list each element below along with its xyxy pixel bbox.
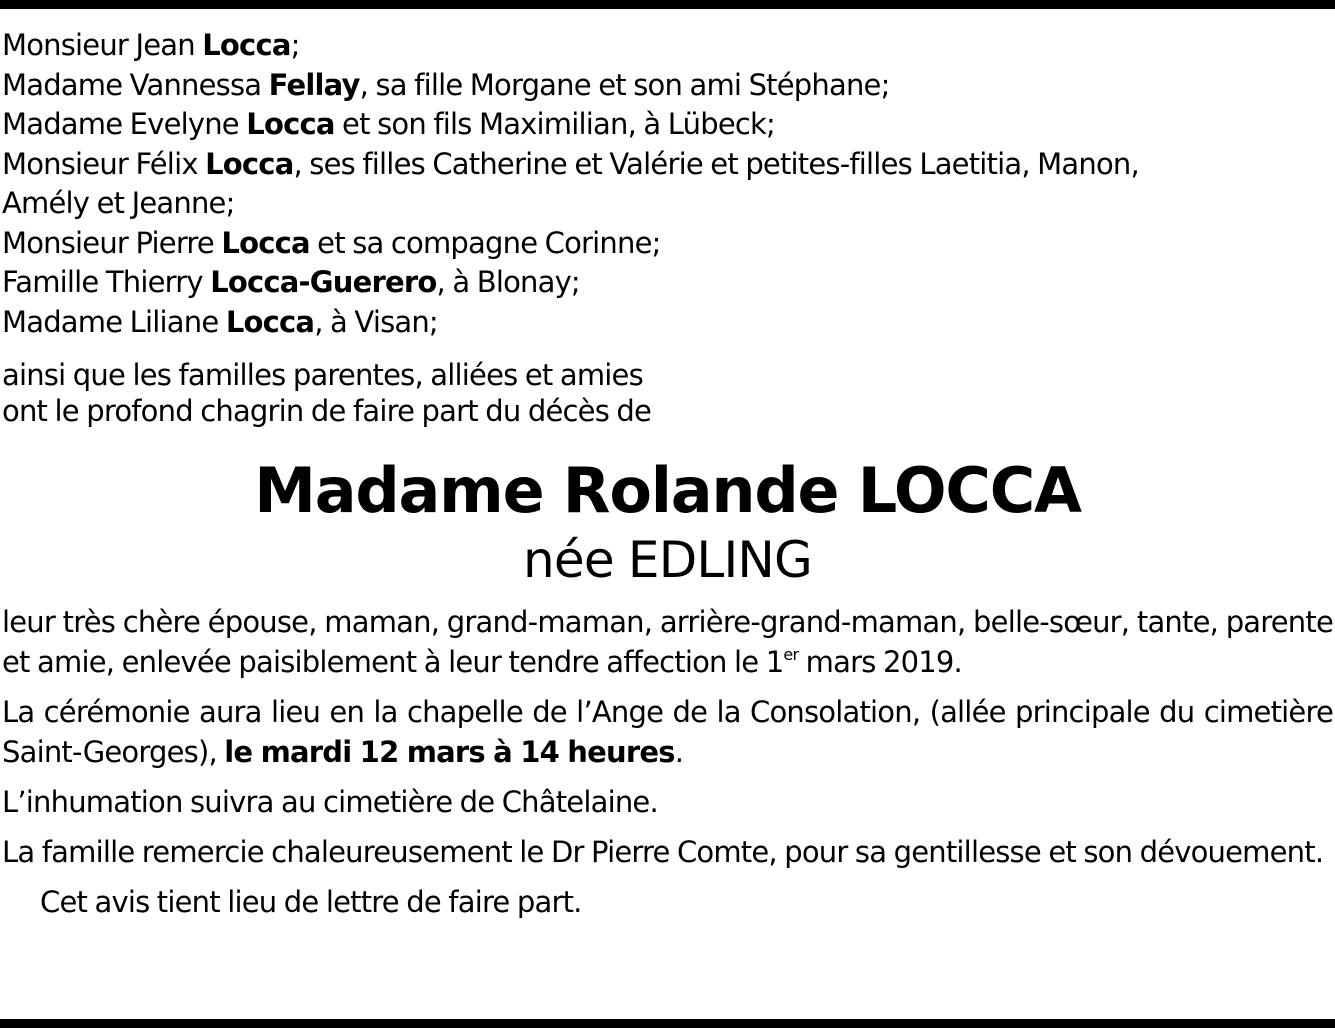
family-surname: Locca	[246, 107, 335, 141]
family-line-text: Monsieur Félix	[2, 146, 206, 181]
family-line-text: Madame Liliane	[2, 304, 226, 339]
family-line	[2, 145, 1333, 185]
deceased-birth-name: née EDLING	[523, 531, 812, 589]
family-line-text: , à Blonay;	[436, 265, 580, 299]
family-line-text: Monsieur Pierre	[2, 225, 222, 260]
family-line	[2, 105, 1333, 145]
intro-line: ont le profond chagrin de faire part du décès de	[2, 394, 652, 428]
ceremony-paragraph	[2, 692, 1333, 772]
family-line-text: et sa compagne Corinne;	[309, 225, 661, 260]
intro-line: ainsi que les familles parentes, alliées et amies	[2, 358, 643, 392]
family-surname: Locca-Guerero	[210, 265, 437, 299]
announcement-intro	[2, 357, 1333, 429]
family-surname: Locca	[205, 146, 294, 181]
ceremony-end: .	[674, 735, 684, 769]
family-line-text: Monsieur Jean	[2, 28, 203, 62]
family-line-text: , à Visan;	[314, 304, 438, 339]
date-ordinal: er	[783, 645, 799, 664]
family-line-text: Madame Evelyne	[2, 107, 247, 141]
family-line-text: ;	[290, 28, 300, 62]
closing-note: Cet avis tient lieu de lettre de faire part.	[40, 885, 582, 919]
family-line-text: Amély et Jeanne;	[2, 186, 235, 220]
deceased-name: Madame Rolande LOCCA	[254, 454, 1081, 527]
family-line	[2, 303, 1333, 343]
family-line-text: , sa fille Morgane et son ami Stéphane;	[359, 67, 890, 102]
ceremony-datetime: le mardi 12 mars à 14 heures	[224, 735, 675, 769]
family-surname: Locca	[202, 28, 291, 62]
tribute-text: leur très chère épouse, maman, grand-maman, arrière-grand-maman, belle-sœur, tante, parente et amie, enlevée paisiblement à leur tendre affection le 1	[2, 605, 1333, 679]
family-line-text: , ses filles Catherine et Valérie et petites-filles Laetitia, Manon,	[293, 146, 1139, 181]
tribute-date-text: mars 2019.	[798, 645, 962, 679]
top-rule	[0, 0, 1335, 9]
family-line	[2, 26, 1333, 66]
family-line-text: et son fils Maximilian, à Lübeck;	[334, 107, 775, 141]
family-line-text: Famille Thierry	[2, 265, 211, 299]
family-surname: Locca	[225, 304, 315, 339]
thanks-paragraph: La famille remercie chaleureusement le Dr Pierre Comte, pour sa gentillesse et son dévouement.	[2, 835, 1324, 869]
family-line	[2, 263, 1333, 303]
tribute-paragraph	[2, 602, 1333, 682]
family-surname: Fellay	[268, 67, 360, 102]
family-line-text: Madame Vannessa	[2, 67, 269, 102]
family-line	[2, 184, 1333, 224]
ceremony-text: La cérémonie aura lieu en la chapelle de l’Ange de la Consolation, (allée principale du cimetière Saint-Georges),	[2, 695, 1333, 769]
family-list	[2, 26, 1333, 342]
family-line	[2, 66, 1333, 106]
obituary-notice	[2, 26, 1333, 922]
family-surname: Locca	[221, 225, 310, 260]
bottom-rule	[0, 1019, 1335, 1028]
family-line	[2, 224, 1333, 264]
burial-paragraph: L’inhumation suivra au cimetière de Châtelaine.	[2, 785, 658, 819]
